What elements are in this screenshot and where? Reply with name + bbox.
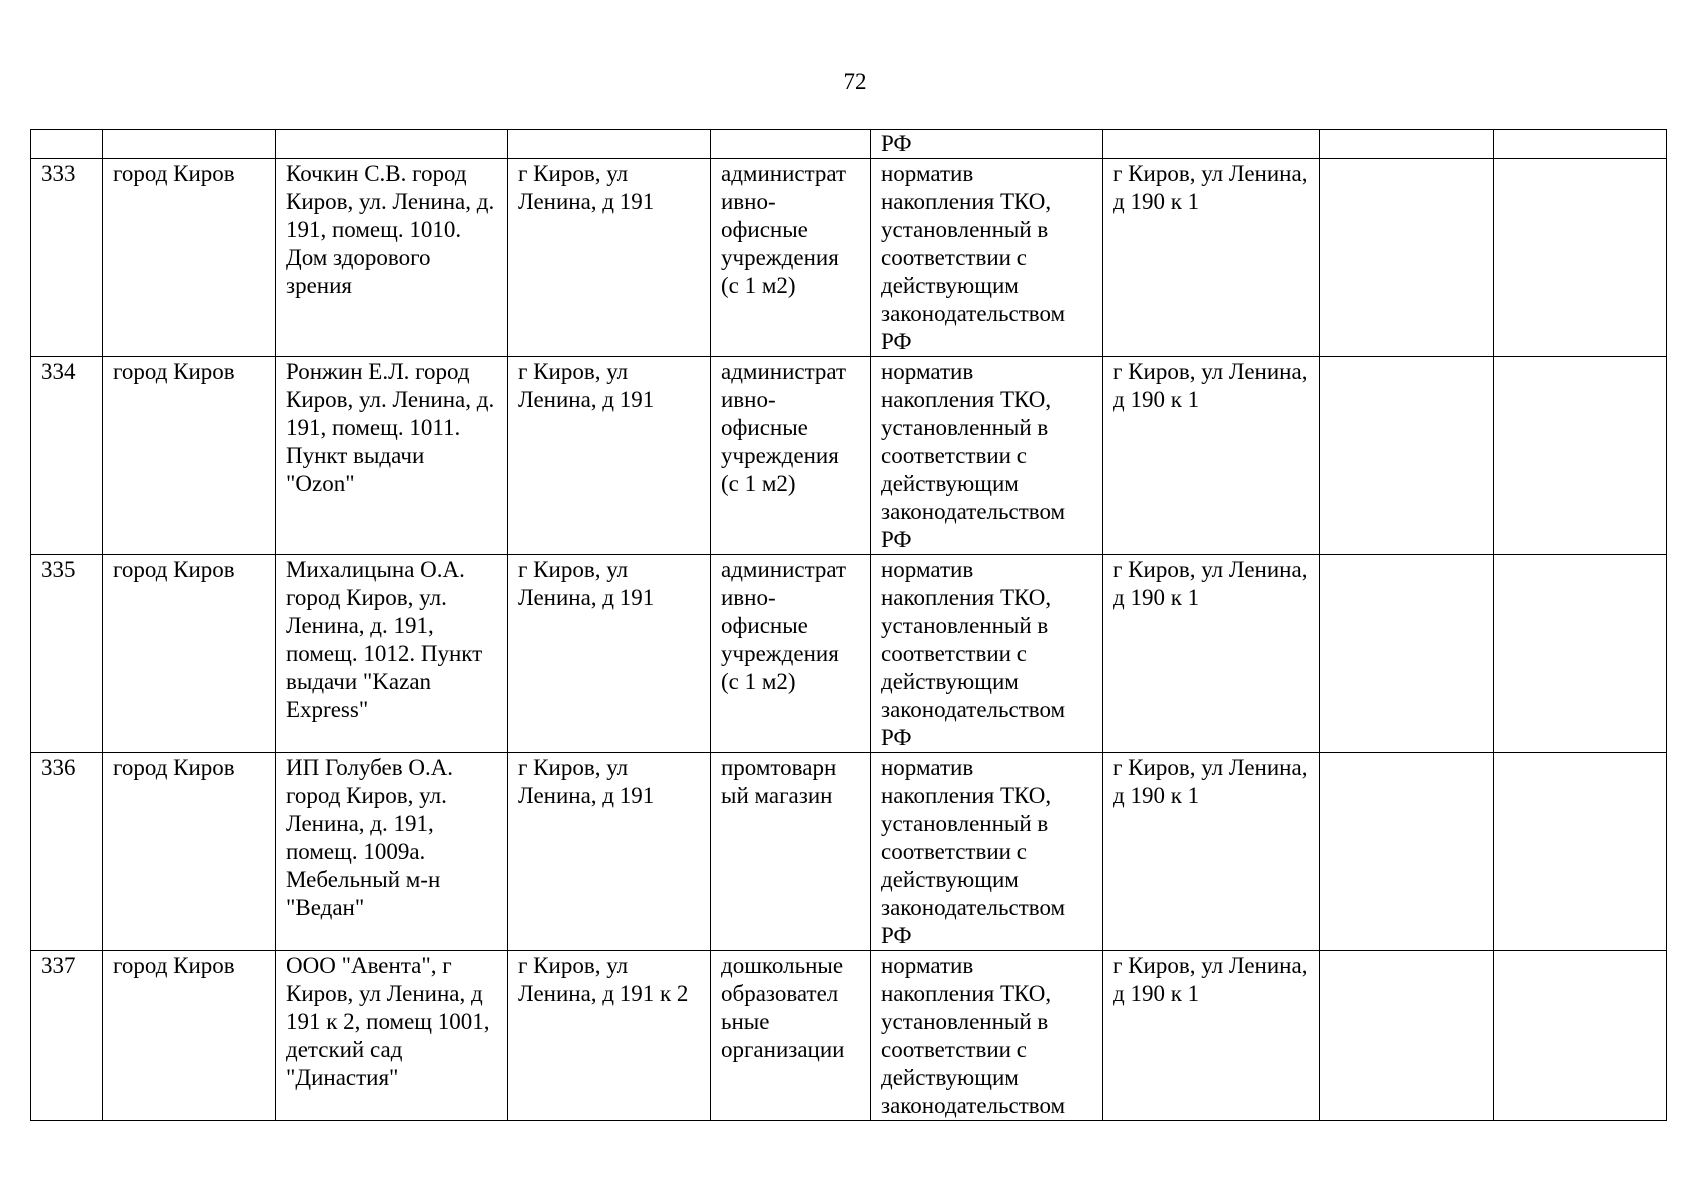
cell-source: Михалицына О.А. город Киров, ул. Ленина, д. 191, помещ. 1012. Пункт выдачи "Kazan Express" bbox=[276, 555, 508, 753]
table-cell bbox=[31, 130, 103, 159]
cell-empty bbox=[1320, 951, 1494, 1121]
table-cell bbox=[276, 130, 508, 159]
cell-district: город Киров bbox=[103, 357, 276, 555]
cell-number: 334 bbox=[31, 357, 103, 555]
cell-site: г Киров, ул Ленина, д 190 к 1 bbox=[1103, 357, 1320, 555]
cell-address: г Киров, ул Ленина, д 191 bbox=[508, 555, 711, 753]
table-cell bbox=[1494, 130, 1667, 159]
cell-empty bbox=[1494, 159, 1667, 357]
cell-category: администрат ивно- офисные учреждения (с 1 м2) bbox=[711, 555, 871, 753]
cell-number: 333 bbox=[31, 159, 103, 357]
cell-number: 335 bbox=[31, 555, 103, 753]
cell-norm: норматив накопления ТКО, установленный в соответствии с действующим законодательством РФ bbox=[871, 159, 1103, 357]
cell-category: администрат ивно- офисные учреждения (с 1 м2) bbox=[711, 357, 871, 555]
page-number: 72 bbox=[843, 69, 867, 94]
cell-site: г Киров, ул Ленина, д 190 к 1 bbox=[1103, 555, 1320, 753]
cell-norm: норматив накопления ТКО, установленный в соответствии с действующим законодательством bbox=[871, 951, 1103, 1121]
waste-registry-table bbox=[30, 129, 1667, 1121]
cell-address: г Киров, ул Ленина, д 191 bbox=[508, 753, 711, 951]
table-cell bbox=[1320, 130, 1494, 159]
cell-norm: РФ bbox=[871, 130, 1103, 159]
cell-norm: норматив накопления ТКО, установленный в соответствии с действующим законодательством РФ bbox=[871, 555, 1103, 753]
cell-source: ИП Голубев О.А. город Киров, ул. Ленина, д. 191, помещ. 1009а. Мебельный м-н "Ведан" bbox=[276, 753, 508, 951]
cell-empty bbox=[1494, 951, 1667, 1121]
cell-number: 337 bbox=[31, 951, 103, 1121]
table-row bbox=[31, 753, 1667, 951]
table-cell bbox=[508, 130, 711, 159]
cell-empty bbox=[1494, 555, 1667, 753]
cell-norm: норматив накопления ТКО, установленный в соответствии с действующим законодательством РФ bbox=[871, 753, 1103, 951]
continuation-row bbox=[31, 130, 1667, 159]
table-row bbox=[31, 159, 1667, 357]
cell-empty bbox=[1494, 357, 1667, 555]
cell-address: г Киров, ул Ленина, д 191 к 2 bbox=[508, 951, 711, 1121]
table-row bbox=[31, 555, 1667, 753]
cell-empty bbox=[1320, 159, 1494, 357]
cell-empty bbox=[1494, 753, 1667, 951]
table-row bbox=[31, 357, 1667, 555]
cell-site: г Киров, ул Ленина, д 190 к 1 bbox=[1103, 951, 1320, 1121]
cell-address: г Киров, ул Ленина, д 191 bbox=[508, 159, 711, 357]
table-cell bbox=[103, 130, 276, 159]
cell-address: г Киров, ул Ленина, д 191 bbox=[508, 357, 711, 555]
cell-district: город Киров bbox=[103, 951, 276, 1121]
cell-district: город Киров bbox=[103, 753, 276, 951]
cell-source: ООО "Авента", г Киров, ул Ленина, д 191 к 2, помещ 1001, детский сад "Династия" bbox=[276, 951, 508, 1121]
cell-source: Ронжин Е.Л. город Киров, ул. Ленина, д. 191, помещ. 1011. Пункт выдачи "Ozon" bbox=[276, 357, 508, 555]
cell-category: промтоварн ый магазин bbox=[711, 753, 871, 951]
table-cell bbox=[1103, 130, 1320, 159]
cell-district: город Киров bbox=[103, 159, 276, 357]
cell-empty bbox=[1320, 357, 1494, 555]
table-cell bbox=[711, 130, 871, 159]
cell-empty bbox=[1320, 555, 1494, 753]
cell-category: администрат ивно- офисные учреждения (с 1 м2) bbox=[711, 159, 871, 357]
cell-site: г Киров, ул Ленина, д 190 к 1 bbox=[1103, 753, 1320, 951]
cell-site: г Киров, ул Ленина, д 190 к 1 bbox=[1103, 159, 1320, 357]
cell-district: город Киров bbox=[103, 555, 276, 753]
cell-norm: норматив накопления ТКО, установленный в соответствии с действующим законодательством РФ bbox=[871, 357, 1103, 555]
table-row bbox=[31, 951, 1667, 1121]
cell-number: 336 bbox=[31, 753, 103, 951]
cell-category: дошкольные образовател ьные организации bbox=[711, 951, 871, 1121]
cell-source: Кочкин С.В. город Киров, ул. Ленина, д. 191, помещ. 1010. Дом здорового зрения bbox=[276, 159, 508, 357]
cell-empty bbox=[1320, 753, 1494, 951]
